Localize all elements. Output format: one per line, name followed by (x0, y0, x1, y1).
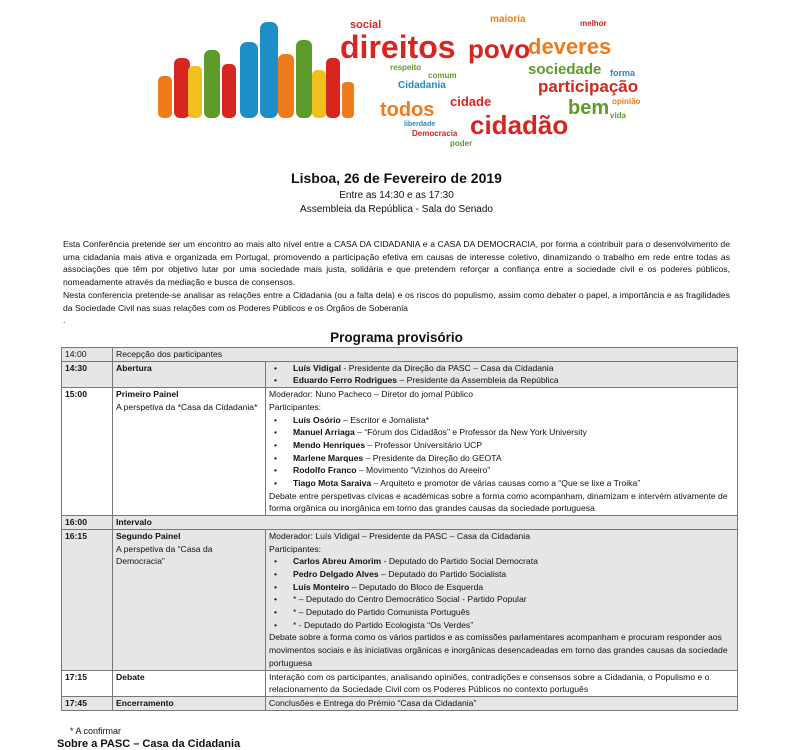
row-time: 17:15 (62, 670, 113, 696)
participants-label: Participantes: (269, 401, 322, 412)
panel-subtitle: A perspetiva da *Casa da Cidadania* (116, 401, 258, 412)
panel-summary: Debate entre perspetivas cívicas e académicas sobre a forma como acompanham, dinamizam e intervém ativamente de forma orgânica ou inorgânica em torno das grandes causas da sociedade portuguesa (269, 490, 728, 514)
word-cidadania: Cidadania (398, 80, 446, 91)
speaker-list (269, 362, 734, 387)
table-row (62, 516, 738, 530)
row-details: Interação com os participantes, analisando opiniões, contradições e consensos sobre a Cidadania, o Populismo e o relacionamento da Sociedade Civil com os Poderes Públicos no contexto português (266, 670, 738, 696)
list-item: • Carlos Abreu Amorim - Deputado do Partido Social Democrata (269, 555, 734, 568)
table-row (62, 529, 738, 670)
panel-name: Primeiro Painel (116, 389, 179, 400)
row-activity (113, 388, 266, 516)
table-row (62, 388, 738, 516)
word-cidade: cidade (450, 94, 492, 109)
speaker-list (269, 555, 734, 631)
list-item: • Eduardo Ferro Rodrigues – Presidente da Assembleia da República (269, 374, 734, 387)
raised-hands-illustration (158, 22, 354, 118)
word-sociedade: sociedade (528, 61, 602, 78)
word-cidadao: cidadão (470, 110, 569, 140)
row-details: Conclusões e Entrega do Prémio “Casa da Cidadania” (266, 696, 738, 710)
word-povo: povo (468, 34, 531, 64)
word-vida: vida (610, 111, 627, 120)
row-activity: Debate (113, 670, 266, 696)
word-poder: poder (450, 139, 473, 148)
word-democracia: Democracia (412, 129, 458, 138)
list-item: • * – Deputado do Partido Comunista Português (269, 606, 734, 619)
moderator: Moderador: Luís Vidigal – Presidente da PASC – Casa da Cidadania (269, 530, 530, 541)
intro-paragraph: Nesta conferencia pretende-se analisar as relações entre a Cidadania (ou a falta dela) e os riscos do populismo, assim como debater o papel, a importância e as fragilidades da Sociedade Civil nas suas relações com os Poderes Públicos e os Órgãos de Soberania (63, 289, 730, 313)
word-todos: todos (380, 99, 435, 121)
word-forma: forma (610, 68, 636, 78)
section-heading: Sobre a PASC – Casa da Cidadania (57, 738, 241, 750)
speaker-list (269, 414, 734, 490)
row-time: 14:00 (62, 348, 113, 362)
word-melhor: melhor (580, 19, 607, 28)
panel-summary: Debate sobre a forma como os vários partidos e as comissões parlamentares acompanham e procuram responder aos movimentos sociais e às iniciativas orgânicas e inorgânicas desencadeadas em torno das grandes causas da sociedade portuguesa (269, 632, 728, 668)
program-title: Programa provisório (330, 330, 463, 345)
word-participacao: participação (538, 77, 639, 96)
panel-name: Segundo Painel (116, 530, 181, 541)
table-row (62, 670, 738, 696)
list-item: • Tiago Mota Saraiva – Arquiteto e promotor de várias causas como a “Que se lixe a Troika” (269, 477, 734, 490)
list-item: • * - Deputado do Partido Ecologista “Os Verdes” (269, 619, 734, 632)
list-item: • Luís Vidigal - Presidente da Direção da PASC – Casa da Cidadania (269, 362, 734, 375)
row-details (266, 529, 738, 670)
moderator: Moderador: Nuno Pacheco – Diretor do jornal Público (269, 389, 473, 400)
intro-paragraph: Esta Conferência pretende ser um encontro ao mais alto nível entre a CASA DA CIDADANIA e a CASA DA DEMOCRACIA, por forma a contribuir para o desenvolvimento de uma cidadania mais ativa e organizada em Portugal, promovendo a participação efetiva em causas de interesse coletivo, dinamizando o trabalho em rede entre todas as associações que têm por objetivo lutar por uma sociedade mais justa, solidária e que pretendem reforçar a confiança entre a sociedade civil e os poderes públicos, nomeadamente através da mediação e busca de consensos. (63, 239, 730, 288)
row-time: 16:00 (62, 516, 113, 530)
list-item: • Luís Osório – Escritor e Jornalista* (269, 414, 734, 427)
table-row (62, 348, 738, 362)
word-deveres: deveres (528, 34, 612, 59)
word-opiniao: opinião (612, 97, 641, 106)
list-item: • * – Deputado do Centro Democrático Social - Partido Popular (269, 593, 734, 606)
list-item: • Manuel Arriaga – “Fórum dos Cidadãos” e Professor da New York University (269, 426, 734, 439)
word-social: social (350, 19, 382, 31)
intro-paragraph: . (63, 315, 66, 326)
table-row (62, 361, 738, 387)
event-time: Entre as 14:30 e as 17:30 (339, 190, 454, 201)
row-time: 14:30 (62, 361, 113, 387)
word-direitos: direitos (340, 29, 456, 65)
list-item: • Luís Monteiro – Deputado do Bloco de Esquerda (269, 581, 734, 594)
word-comum: comum (428, 71, 457, 80)
confirmation-note: * A confirmar (70, 726, 122, 736)
word-bem: bem (568, 97, 610, 119)
panel-subtitle: A perspetiva da “Casa da Democracia” (116, 543, 213, 567)
intro-text (63, 238, 730, 327)
program-table (61, 347, 738, 711)
list-item: • Marlene Marques – Presidente da Direção do GEOTA (269, 452, 734, 465)
row-activity: Intervalo (113, 516, 738, 530)
event-date-title: Lisboa, 26 de Fevereiro de 2019 (291, 170, 502, 186)
list-item: • Rodolfo Franco – Movimento “Vizinhos do Areeiro” (269, 464, 734, 477)
event-venue: Assembleia da República - Sala do Senado (300, 204, 493, 215)
row-activity (113, 529, 266, 670)
row-activity: Abertura (113, 361, 266, 387)
row-activity: Recepção dos participantes (113, 348, 738, 362)
row-details (266, 388, 738, 516)
row-details (266, 361, 738, 387)
list-item: • Mendo Henriques – Professor Universitário UCP (269, 439, 734, 452)
banner-image (150, 6, 670, 156)
row-time: 15:00 (62, 388, 113, 516)
row-activity: Encerramento (113, 696, 266, 710)
table-row (62, 696, 738, 710)
row-time: 17:45 (62, 696, 113, 710)
word-liberdade: liberdade (404, 121, 436, 128)
list-item: • Pedro Delgado Alves – Deputado do Partido Socialista (269, 568, 734, 581)
word-maioria: maioria (490, 14, 526, 25)
word-respeito: respeito (390, 63, 422, 72)
row-time: 16:15 (62, 529, 113, 670)
participants-label: Participantes: (269, 543, 322, 554)
